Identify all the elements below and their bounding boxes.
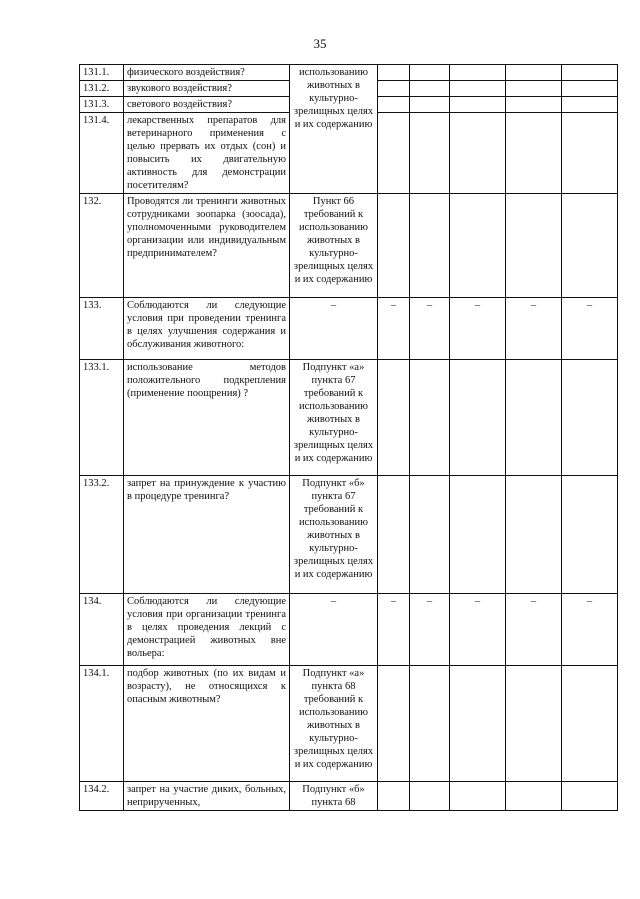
dash-cell: – xyxy=(378,594,410,666)
answer-cell[interactable] xyxy=(378,113,410,194)
question-text: Соблюдаются ли следующие условия при проведении тренинга в целях улучшения содержания и обслуживания животного: xyxy=(124,298,290,360)
question-text: физического воздействия? xyxy=(124,65,290,81)
answer-cell[interactable] xyxy=(450,360,506,476)
answer-cell[interactable] xyxy=(562,194,618,298)
dash-cell: – xyxy=(450,298,506,360)
answer-cell[interactable] xyxy=(450,97,506,113)
answer-cell[interactable] xyxy=(506,476,562,594)
answer-cell[interactable] xyxy=(506,782,562,811)
question-text: Соблюдаются ли следующие условия при организации тренинга в целях проведения лекций с демонстрацией животных вне вольера: xyxy=(124,594,290,666)
answer-cell[interactable] xyxy=(378,360,410,476)
answer-cell[interactable] xyxy=(450,666,506,782)
table-row xyxy=(80,298,618,360)
row-number: 131.3. xyxy=(80,97,124,113)
table-row xyxy=(80,194,618,298)
answer-cell[interactable] xyxy=(506,360,562,476)
table-row xyxy=(80,65,618,81)
checklist-table xyxy=(79,64,618,811)
answer-cell[interactable] xyxy=(506,194,562,298)
page-number: 35 xyxy=(313,36,327,51)
question-text: использование методов положительного подкрепления (применение поощрения) ? xyxy=(124,360,290,476)
requirement-reference: Подпункт «а» пункта 67 требований к использованию животных в культурно-зрелищных целях и их содержанию xyxy=(290,360,378,476)
answer-cell[interactable] xyxy=(378,666,410,782)
dash-cell: – xyxy=(562,594,618,666)
answer-cell[interactable] xyxy=(506,65,562,81)
answer-cell[interactable] xyxy=(450,65,506,81)
answer-cell[interactable] xyxy=(562,666,618,782)
answer-cell[interactable] xyxy=(506,666,562,782)
row-number: 133. xyxy=(80,298,124,360)
answer-cell[interactable] xyxy=(378,81,410,97)
question-text: запрет на принуждение к участию в процедуре тренинга? xyxy=(124,476,290,594)
requirement-reference: Подпункт «б» пункта 68 xyxy=(290,782,378,811)
answer-cell[interactable] xyxy=(410,666,450,782)
row-number: 131.1. xyxy=(80,65,124,81)
answer-cell[interactable] xyxy=(378,194,410,298)
answer-cell[interactable] xyxy=(506,81,562,97)
row-number: 131.2. xyxy=(80,81,124,97)
table-row xyxy=(80,782,618,811)
answer-cell[interactable] xyxy=(378,476,410,594)
table-row xyxy=(80,360,618,476)
table-row xyxy=(80,666,618,782)
answer-cell[interactable] xyxy=(562,113,618,194)
answer-cell[interactable] xyxy=(450,194,506,298)
answer-cell[interactable] xyxy=(450,782,506,811)
dash-cell: – xyxy=(450,594,506,666)
question-text: запрет на участие диких, больных, неприрученных, xyxy=(124,782,290,811)
table-row xyxy=(80,476,618,594)
requirement-reference: – xyxy=(290,594,378,666)
answer-cell[interactable] xyxy=(378,65,410,81)
answer-cell[interactable] xyxy=(410,194,450,298)
row-number: 132. xyxy=(80,194,124,298)
answer-cell[interactable] xyxy=(562,782,618,811)
answer-cell[interactable] xyxy=(410,476,450,594)
answer-cell[interactable] xyxy=(506,97,562,113)
dash-cell: – xyxy=(378,298,410,360)
answer-cell[interactable] xyxy=(410,97,450,113)
question-text: светового воздействия? xyxy=(124,97,290,113)
dash-cell: – xyxy=(506,298,562,360)
question-text: звукового воздействия? xyxy=(124,81,290,97)
answer-cell[interactable] xyxy=(378,782,410,811)
answer-cell[interactable] xyxy=(562,97,618,113)
question-text: лекарственных препаратов для ветеринарного применения с целью прервать их отдых (сон) и повысить их двигательную активность для демонстрации посетителям? xyxy=(124,113,290,194)
question-text: Проводятся ли тренинги животных сотрудниками зоопарка (зоосада), уполномоченными руководителем организации или индивидуальным предпринимателем? xyxy=(124,194,290,298)
answer-cell[interactable] xyxy=(450,81,506,97)
dash-cell: – xyxy=(562,298,618,360)
answer-cell[interactable] xyxy=(562,65,618,81)
row-number: 133.1. xyxy=(80,360,124,476)
row-number: 134. xyxy=(80,594,124,666)
dash-cell: – xyxy=(410,594,450,666)
row-number: 134.2. xyxy=(80,782,124,811)
row-number: 133.2. xyxy=(80,476,124,594)
answer-cell[interactable] xyxy=(450,476,506,594)
answer-cell[interactable] xyxy=(410,81,450,97)
answer-cell[interactable] xyxy=(410,360,450,476)
requirement-reference: Пункт 66 требований к использованию животных в культурно-зрелищных целях и их содержанию xyxy=(290,194,378,298)
row-number: 134.1. xyxy=(80,666,124,782)
table-row xyxy=(80,594,618,666)
answer-cell[interactable] xyxy=(562,360,618,476)
row-number: 131.4. xyxy=(80,113,124,194)
answer-cell[interactable] xyxy=(562,81,618,97)
answer-cell[interactable] xyxy=(410,782,450,811)
answer-cell[interactable] xyxy=(410,113,450,194)
answer-cell[interactable] xyxy=(562,476,618,594)
answer-cell[interactable] xyxy=(410,65,450,81)
requirement-reference: использованию животных в культурно-зрелищных целях и их содержанию xyxy=(290,65,378,194)
requirement-reference: Подпункт «б» пункта 67 требований к использованию животных в культурно-зрелищных целях и их содержанию xyxy=(290,476,378,594)
answer-cell[interactable] xyxy=(378,97,410,113)
answer-cell[interactable] xyxy=(506,113,562,194)
requirement-reference: Подпункт «а» пункта 68 требований к использованию животных в культурно-зрелищных целях и их содержанию xyxy=(290,666,378,782)
dash-cell: – xyxy=(506,594,562,666)
requirement-reference: – xyxy=(290,298,378,360)
question-text: подбор животных (по их видам и возрасту), не относящихся к опасным животным? xyxy=(124,666,290,782)
dash-cell: – xyxy=(410,298,450,360)
answer-cell[interactable] xyxy=(450,113,506,194)
